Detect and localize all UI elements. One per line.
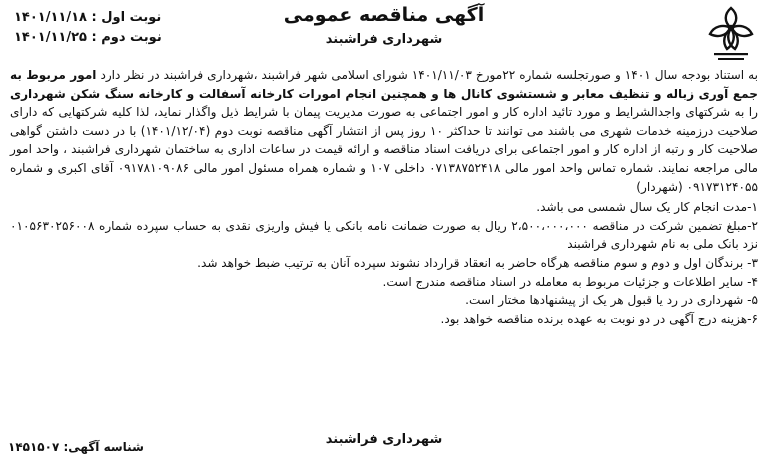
notice-body — [10, 66, 758, 328]
conditions-list — [10, 198, 758, 328]
condition-item: ۵- شهرداری در رد یا قبول هر یک از پیشنهادها مختار است. — [465, 293, 758, 308]
condition-item: ۱-مدت انجام کار یک سال شمسی می باشد. — [536, 200, 758, 215]
intro-text-rest: را به شرکتهای واجدالشرایط و مورد تائید اداره کار و امور اجتماعی به صورت مدیریت پیمان با شرایط ذیل واگذار نماید، لذا کلیه شرکتهایی که دارای صلاحیت درزمینه خدمات شهری می باشند می توانند تا حداکثر ۱۰ روز پس از انتشار آگهی مناقصه نوبت دوم (۱۴۰۱/۱۲/۰۴) با در دست داشتن گواهی صلاحیت کار و رتبه از اداره کار و امور اجتماعی برای دریافت اسناد مناقصه و ارائه قیمت در ساعات اداری به ساختمان شهرداری فراشبند ، واحد امور مالی مراجعه نمایند. شماره تماس واحد امور مالی ۰۷۱۳۸۷۵۲۴۱۸ داخلی ۱۰۷ و شماره همراه مسئول امور مالی ۰۹۱۷۸۱۰۹۰۸۶ آقای اکبری و شماره ۰۹۱۷۳۱۲۴۰۵۵ (شهردار) — [10, 105, 758, 194]
condition-item: ۴- سایر اطلاعات و جزئیات مربوط به معامله در اسناد مناقصه مندرج است. — [382, 274, 758, 289]
first-round-date: نوبت اول : ۱۴۰۱/۱۱/۱۸ — [14, 10, 162, 25]
ad-id: شناسه آگهی: ۱۴۵۱۵۰۷ — [8, 440, 144, 454]
notice-subtitle: شهرداری فراشبند — [325, 32, 443, 47]
condition-item: ۶-هزینه درج آگهی در دو نوبت به عهده برنده مناقصه خواهد بود. — [440, 311, 758, 326]
municipality-emblem-icon — [702, 4, 760, 64]
intro-text-start: به استناد بودجه سال ۱۴۰۱ و صورتجلسه شماره ۲۲مورخ ۱۴۰۱/۱۱/۰۳ شورای اسلامی شهر فراشبند ،شهرداری فراشبند در نظر دارد — [100, 68, 758, 82]
second-round-date: نوبت دوم : ۱۴۰۱/۱۱/۲۵ — [14, 30, 162, 45]
signature: شهرداری فراشبند — [325, 432, 443, 447]
condition-item: ۳- برندگان اول و دوم و سوم مناقصه هرگاه حاضر به انعقاد قرارداد نشوند سپرده آنان به ترتیب ضبط خواهد شد. — [197, 255, 758, 270]
intro-subject: امور مربوط به جمع آوری زباله و تنظیف معابر و شستشوی کانال ها و همچنین انجام امورات کارخانه آسفالت و کارخانه سنگ شکن شهرداری — [10, 68, 758, 101]
notice-title: آگهی مناقصه عمومی — [283, 4, 485, 26]
title-block — [0, 4, 768, 47]
condition-item: ۲-مبلغ تضمین شرکت در مناقصه ۲،۵۰۰،۰۰۰،۰۰۰ ریال به صورت ضمانت نامه بانکی یا فیش واریزی نقدی به حساب سپرده شماره ۰۱۰۵۶۳۰۲۵۶۰۰۸ نزد بانک ملی به نام شهرداری فراشبند — [10, 218, 758, 252]
intro-paragraph — [10, 66, 758, 196]
